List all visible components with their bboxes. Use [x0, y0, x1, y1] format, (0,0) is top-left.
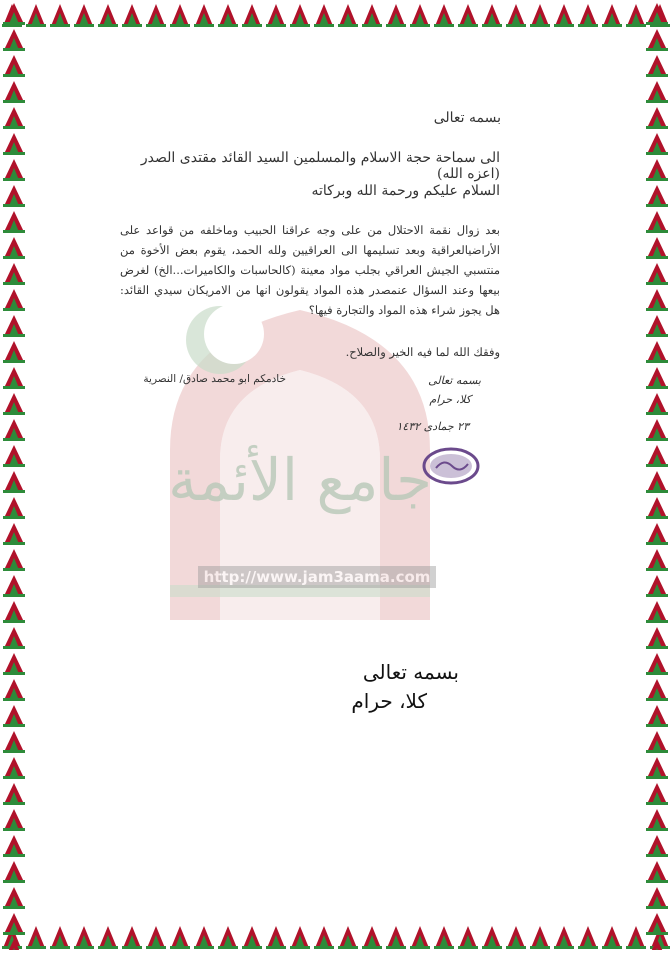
reply-answer: كلا، حرام	[351, 689, 427, 713]
handwritten-date: ٢٣ جمادى ١٤٣٢	[396, 420, 469, 433]
letter-closing: وفقك الله لما فيه الخير والصلاح.	[345, 345, 500, 359]
reply-bismillah: بسمه تعالى	[362, 660, 459, 684]
decorative-border-top	[0, 0, 671, 28]
handwritten-answer: كلا، حرام	[429, 393, 471, 406]
decorative-border-bottom	[0, 922, 671, 950]
decorative-border-right	[643, 0, 671, 950]
letter-greeting: السلام عليكم ورحمة الله وبركاته	[311, 183, 500, 199]
svg-text:جامع الأئمة: جامع الأئمة	[168, 446, 432, 514]
letter-bismillah: بسمه تعالى	[433, 110, 501, 126]
letter-signer: خادمكم ابو محمد صادق/ النصرية	[143, 373, 286, 385]
letter-body: بعد زوال نقمة الاحتلال من على وجه عراقنا الحبيب وماخلفه من قواعد على الأراضيالعراقية وبعد تسليمها الى العراقيين ولله الحمد، يقوم بعض الأخوة من منتسبي الجيش العراقي بجلب مواد معينة (كالحاسبات والكاميرات...الخ) لغرض بيعها وعند السؤال عنمصدر هذه المواد يقولون انها من الامريكان سيدي القائد: هل يجوز شراء هذه المواد والتجارة فيها؟	[120, 223, 500, 317]
decorative-border-left	[0, 0, 28, 950]
letter-addressee: الى سماحة حجة الاسلام والمسلمين السيد القائد مقتدى الصدر (اعزه الله)	[140, 150, 500, 182]
handwritten-bismillah: بسمه تعالى	[428, 374, 481, 387]
office-seal-stamp	[422, 446, 480, 486]
watermark-url: http://www.jam3aama.com	[198, 566, 436, 588]
